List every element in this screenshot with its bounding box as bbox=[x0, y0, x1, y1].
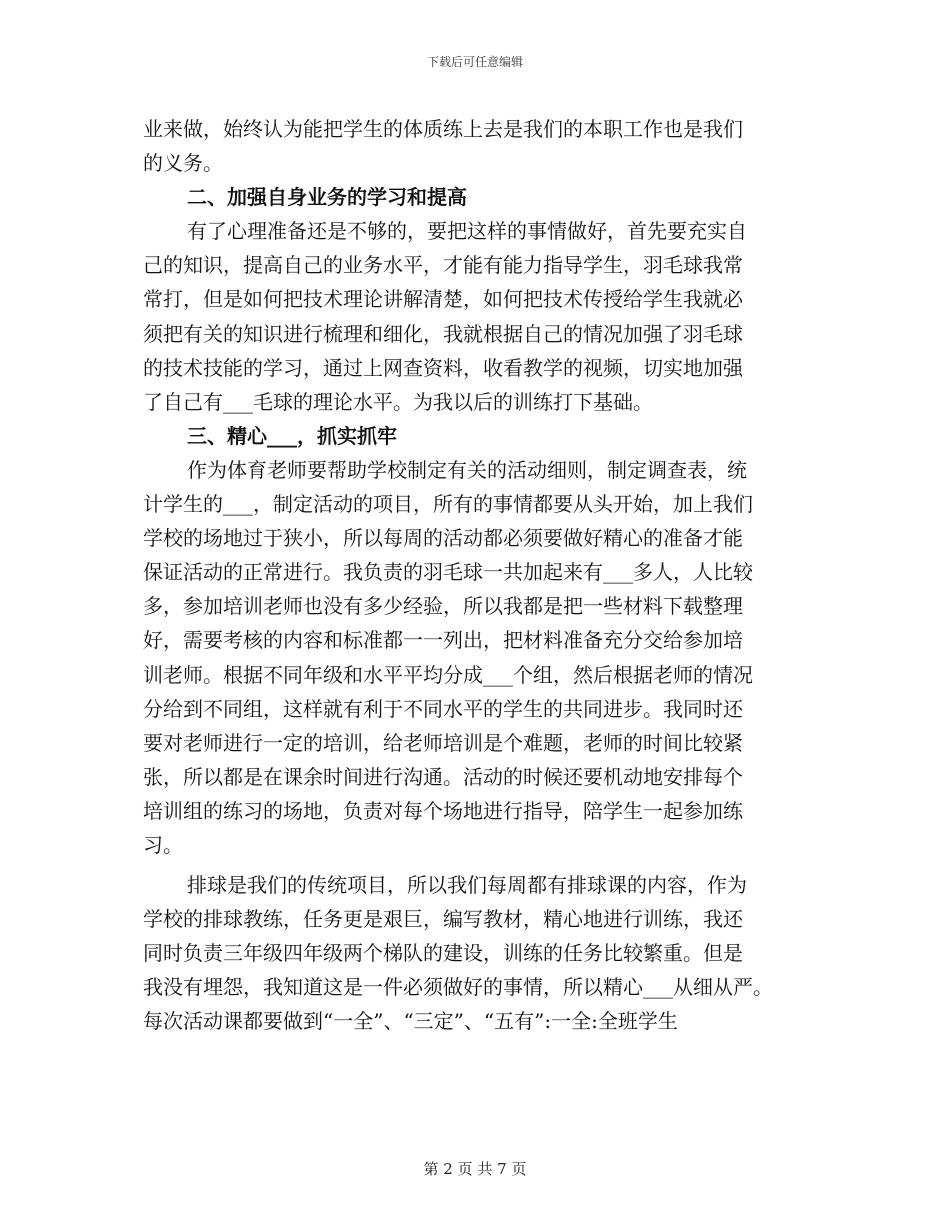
document-body bbox=[143, 112, 803, 1039]
text-line: 计学生的___，制定活动的项目，所有的事情都要从头开始，加上我们 bbox=[143, 492, 753, 517]
text-line: 培训组的练习的场地，负责对每个场地进行指导，陪学生一起参加练 bbox=[143, 798, 743, 823]
section-heading: 二、加强自身业务的学习和提高 bbox=[187, 185, 467, 210]
section-heading: 三、精心___，抓实抓牢 bbox=[187, 423, 397, 448]
text-line: 同时负责三年级四年级两个梯队的建设，训练的任务比较繁重。但是 bbox=[143, 941, 743, 966]
text-line: 每次活动课都要做到“一全”、“三定”、“五有”:一全:全班学生 bbox=[143, 1009, 678, 1034]
text-line: 张，所以都是在课余时间进行沟通。活动的时候还要机动地安排每个 bbox=[143, 764, 743, 789]
page-footer: 第 2 页 共 7 页 bbox=[423, 1160, 527, 1178]
text-line: 训老师。根据不同年级和水平平均分成___个组，然后根据老师的情况 bbox=[143, 662, 753, 687]
page-header: 下载后可任意编辑 bbox=[426, 55, 523, 69]
text-line: 多，参加培训老师也没有多少经验，所以我都是把一些材料下载整理 bbox=[143, 594, 743, 619]
text-line: 己的知识，提高自己的业务水平，才能有能力指导学生，羽毛球我常 bbox=[143, 253, 743, 278]
text-line: 排球是我们的传统项目，所以我们每周都有排球课的内容，作为 bbox=[187, 873, 747, 898]
text-line: 有了心理准备还是不够的，要把这样的事情做好，首先要充实自 bbox=[187, 219, 747, 244]
text-line: 学校的场地过于狭小，所以每周的活动都必须要做好精心的准备才能 bbox=[143, 526, 743, 551]
text-line: 习。 bbox=[143, 832, 183, 857]
text-line: 须把有关的知识进行梳理和细化，我就根据自己的情况加强了羽毛球 bbox=[143, 321, 743, 346]
text-line: 分给到不同组，这样就有利于不同水平的学生的共同进步。我同时还 bbox=[143, 696, 743, 721]
text-line: 了自己有___毛球的理论水平。为我以后的训练打下基础。 bbox=[143, 389, 653, 414]
text-line: 作为体育老师要帮助学校制定有关的活动细则，制定调查表，统 bbox=[187, 457, 747, 482]
text-line: 保证活动的正常进行。我负责的羽毛球一共加起来有___多人，人比较 bbox=[143, 560, 753, 585]
text-line: 我没有埋怨，我知道这是一件必须做好的事情，所以精心___从细从严。 bbox=[143, 975, 773, 1000]
text-line: 要对老师进行一定的培训，给老师培训是个难题，老师的时间比较紧 bbox=[143, 730, 743, 755]
text-line: 业来做，始终认为能把学生的体质练上去是我们的本职工作也是我们 bbox=[143, 117, 743, 141]
text-line: 的义务。 bbox=[143, 151, 223, 176]
text-line: 常打，但是如何把技术理论讲解清楚，如何把技术传授给学生我就必 bbox=[143, 287, 743, 312]
text-line: 好，需要考核的内容和标准都一一列出，把材料准备充分交给参加培 bbox=[143, 628, 743, 653]
text-line: 学校的排球教练，任务更是艰巨，编写教材，精心地进行训练，我还 bbox=[143, 907, 743, 932]
text-line: 的技术技能的学习，通过上网查资料，收看教学的视频，切实地加强 bbox=[143, 355, 743, 380]
